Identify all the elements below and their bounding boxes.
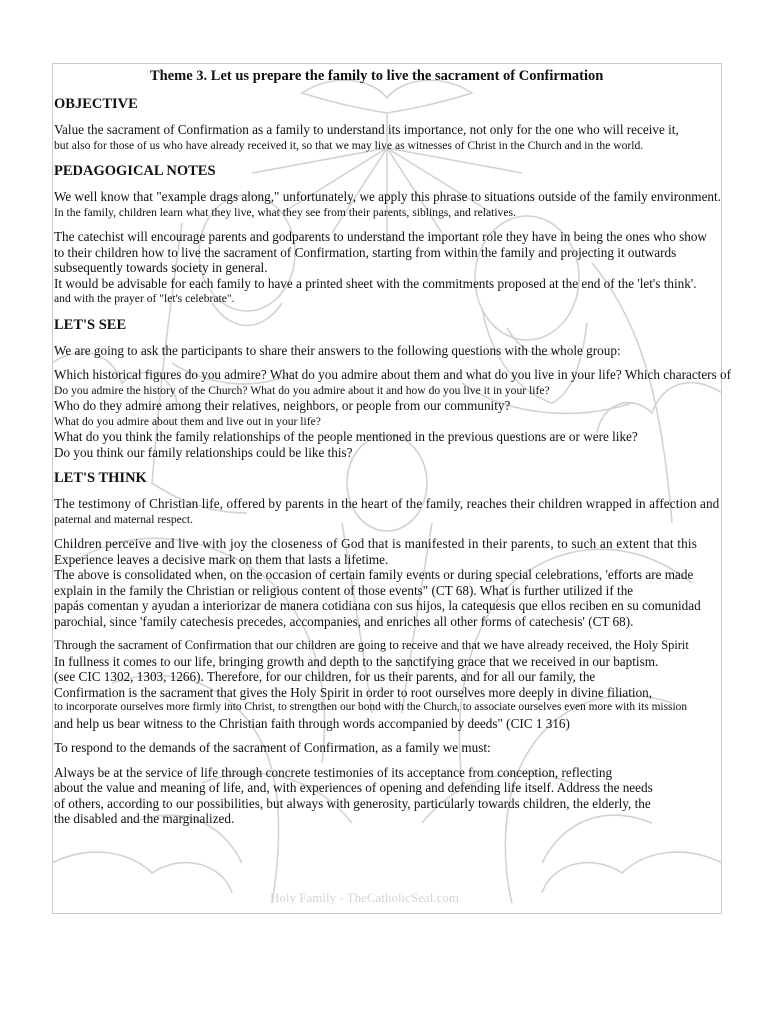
document-title: Theme 3. Let us prepare the family to live the sacrament of Confirmation [150,68,604,84]
pedagogical-line: and with the prayer of "let's celebrate". [54,292,235,305]
think-line: Through the sacrament of Confirmation that our children are going to receive and that we have already received, the Holy Spirit [54,638,689,652]
heading-objective: OBJECTIVE [54,96,138,112]
question-line: Who do they admire among their relatives, neighbors, or people from our community? [54,398,511,413]
think-line: To respond to the demands of the sacrament of Confirmation, as a family we must: [54,740,491,755]
think-line: papás comentan y ayudan a interiorizar de manera cotidiana con sus hijos, la catequesis que ellos reciben en su comunidad [54,598,701,613]
question-line: What do you think the family relationships of the people mentioned in the previous questions are or were like? [54,429,638,444]
think-line: of others, according to our possibilities, but always with generosity, particularly towards children, the elderly, the [54,795,651,811]
pedagogical-line: In the family, children learn what they live, what they see from their parents, siblings, and relatives. [54,205,516,219]
think-line: about the value and meaning of life, and, with experiences of opening and defending life itself. Address the needs [54,780,653,795]
watermark-caption: Holy Family - TheCatholicSeal.com [270,890,459,905]
think-line: The testimony of Christian life, offered by parents in the heart of the family, reaches their children wrapped in affection and [54,496,720,511]
think-line: Always be at the service of life through concrete testimonies of its acceptance from conception, reflecting [54,764,613,780]
question-line: What do you admire about them and live out in your life? [54,414,321,428]
pedagogical-line: The catechist will encourage parents and godparents to understand the important role they have in being the ones who show [54,229,707,244]
pedagogical-line: We well know that "example drags along," unfortunately, we apply this phrase to situations outside of the family environment. [54,189,721,204]
pedagogical-line: to their children how to live the sacrament of Confirmation, starting from within the family and projecting it outwards [54,244,677,260]
think-line: the disabled and the marginalized. [54,811,235,826]
think-line: Experience leaves a decisive mark on them that lasts a lifetime. [54,551,389,567]
pedagogical-line: It would be advisable for each family to have a printed sheet with the commitments proposed at the end of the 'let's think'. [54,275,697,291]
document-body [54,66,734,827]
think-line: and help us bear witness to the Christian faith through words accompanied by deeds" (CIC 1 316) [54,715,570,731]
think-line: (see CIC 1302, 1303, 1266). Therefore, for our children, for us their parents, and for all our family, the [54,669,596,684]
question-line: Which historical figures do you admire? What do you admire about them and what do you live in your life? Which characters of [54,367,731,382]
objective-line: but also for those of us who have already received it, so that we may live as witnesses of Christ in the Church and in the world. [54,138,644,152]
think-line: explain in the family the Christian or religious content of those events" (CT 68). What is further utilized if the [54,582,634,598]
think-line: In fullness it comes to our life, bringing growth and depth to the sanctifying grace that we received in our baptism. [54,653,659,669]
question-line: Do you think our family relationships could be like this? [54,444,353,460]
think-line: to incorporate ourselves more firmly into Christ, to strengthen our bond with the Church, to associate ourselves even more with its mission [54,701,688,713]
think-line: Children perceive and live with joy the closeness of God that is manifested in their parents, to such an extent that this [54,536,698,551]
think-line: parochial, since 'family catechesis precedes, accompanies, and enriches all other forms of catechesis' (CT 68). [54,613,634,629]
lets-see-intro: We are going to ask the participants to share their answers to the following questions with the whole group: [54,342,621,358]
pedagogical-line: subsequently towards society in general. [54,260,268,275]
heading-lets-see: LET'S SEE [54,316,127,333]
heading-pedagogical-notes: PEDAGOGICAL NOTES [54,163,216,179]
think-line: Confirmation is the sacrament that gives the Holy Spirit in order to root ourselves more deeply in divine filiation, [54,684,653,700]
think-line: The above is consolidated when, on the occasion of certain family events or during special celebrations, 'efforts are made [54,567,694,582]
question-line: Do you admire the history of the Church? What do you admire about it and how do you live it in your life? [54,383,550,397]
heading-lets-think: LET'S THINK [54,470,147,486]
think-line: paternal and maternal respect. [54,512,194,526]
objective-line: Value the sacrament of Confirmation as a family to understand its importance, not only for the one who will receive it, [54,122,679,137]
